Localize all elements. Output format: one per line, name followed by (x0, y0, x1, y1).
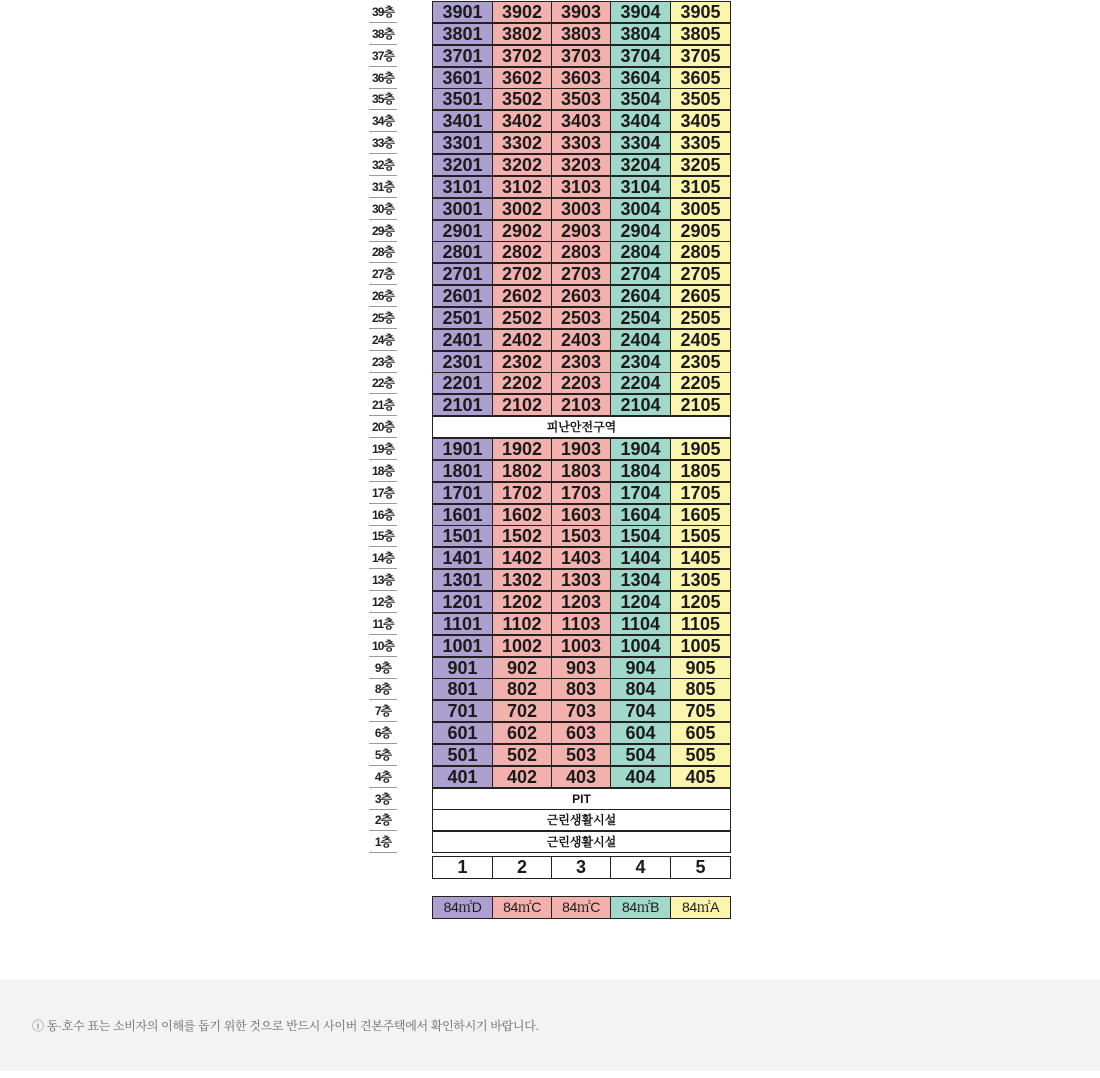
floor-row (432, 110, 731, 132)
unit-cell: 2802 (492, 241, 552, 263)
floor-label: 13층 (369, 569, 397, 591)
unit-cell: 3704 (610, 45, 671, 67)
floor-row (432, 504, 731, 526)
unit-cell: 3204 (610, 154, 671, 176)
unit-cell: 703 (551, 700, 611, 722)
floor-row (432, 591, 731, 613)
floor-label: 8층 (369, 678, 397, 700)
unit-cell: 2602 (492, 285, 552, 307)
unit-cell: 3705 (670, 45, 731, 67)
floor-label: 37층 (369, 45, 397, 67)
unit-cell: 2502 (492, 307, 552, 329)
unit-cell: 402 (492, 766, 552, 788)
unit-cell: 2801 (432, 241, 493, 263)
floor-row (432, 569, 731, 591)
unit-cell: 1704 (610, 482, 671, 504)
floor-row (432, 525, 731, 547)
unit-cell: 2104 (610, 394, 671, 416)
unit-cell: 3104 (610, 176, 671, 198)
unit-cell: 804 (610, 678, 671, 700)
unit-cell: 1801 (432, 460, 493, 482)
unit-cell: 2301 (432, 351, 493, 373)
floor-label: 18층 (369, 460, 397, 482)
unit-cell: 2705 (670, 263, 731, 285)
unit-cell: 701 (432, 700, 493, 722)
unit-type-cell: 84㎡C (492, 896, 552, 919)
unit-cell: 801 (432, 678, 493, 700)
unit-cell: 2302 (492, 351, 552, 373)
floor-row (432, 547, 731, 569)
floor-row (432, 700, 731, 722)
floor-row (432, 132, 731, 154)
floor-label: 14층 (369, 547, 397, 569)
unit-cell: 3103 (551, 176, 611, 198)
floor-label: 20층 (369, 416, 397, 438)
unit-cell: 2604 (610, 285, 671, 307)
unit-cell: 505 (670, 744, 731, 766)
unit-cell: 3703 (551, 45, 611, 67)
unit-cell: 3601 (432, 67, 493, 89)
unit-cell: 3903 (551, 1, 611, 23)
floor-label: 22층 (369, 372, 397, 394)
unit-cell: 3401 (432, 110, 493, 132)
unit-cell: 1303 (551, 569, 611, 591)
floor-label: 5층 (369, 744, 397, 766)
unit-cell: 704 (610, 700, 671, 722)
floor-label: 11층 (369, 613, 397, 635)
unit-cell: 1904 (610, 438, 671, 460)
floor-label: 39층 (369, 1, 397, 23)
unit-cell: 604 (610, 722, 671, 744)
unit-cell: 802 (492, 678, 552, 700)
unit-cell: 1504 (610, 525, 671, 547)
floor-row (432, 788, 731, 810)
unit-cell: 3603 (551, 67, 611, 89)
line-number-cell: 1 (432, 856, 493, 879)
unit-cell: 2403 (551, 329, 611, 351)
unit-cell: 3202 (492, 154, 552, 176)
floor-row (432, 67, 731, 89)
unit-cell: 803 (551, 678, 611, 700)
floor-row (432, 482, 731, 504)
unit-cell: 3105 (670, 176, 731, 198)
unit-cell: 2501 (432, 307, 493, 329)
floor-row (432, 416, 731, 438)
unit-cell: 3701 (432, 45, 493, 67)
unit-cell: 1101 (432, 613, 493, 635)
unit-cell: 904 (610, 657, 671, 679)
floor-row (432, 329, 731, 351)
unit-type-cell: 84㎡A (670, 896, 731, 919)
unit-cell: 2402 (492, 329, 552, 351)
unit-cell: 503 (551, 744, 611, 766)
floor-label: 32층 (369, 154, 397, 176)
floor-row (432, 635, 731, 657)
unit-cell: 3403 (551, 110, 611, 132)
floor-row (432, 831, 731, 853)
unit-cell: 705 (670, 700, 731, 722)
floor-label: 17층 (369, 482, 397, 504)
unit-cell: 1602 (492, 504, 552, 526)
unit-cell: 2205 (670, 372, 731, 394)
floor-label: 16층 (369, 504, 397, 526)
floor-label: 31층 (369, 176, 397, 198)
floor-label: 34층 (369, 110, 397, 132)
unit-cell: 501 (432, 744, 493, 766)
unit-cell: 2101 (432, 394, 493, 416)
unit-cell: 1601 (432, 504, 493, 526)
unit-cell: 3905 (670, 1, 731, 23)
unit-cell: 1104 (610, 613, 671, 635)
unit-cell: 1302 (492, 569, 552, 591)
unit-cell: 2702 (492, 263, 552, 285)
unit-cell: 3504 (610, 88, 671, 110)
unit-cell: 3201 (432, 154, 493, 176)
unit-cell: 3205 (670, 154, 731, 176)
unit-cell: 602 (492, 722, 552, 744)
floor-span-cell: 근린생활시설 (432, 809, 731, 831)
floor-row (432, 198, 731, 220)
unit-cell: 1505 (670, 525, 731, 547)
unit-cell: 3804 (610, 23, 671, 45)
floor-row (432, 220, 731, 242)
unit-cell: 2805 (670, 241, 731, 263)
floor-row (432, 372, 731, 394)
unit-cell: 1003 (551, 635, 611, 657)
unit-cell: 1404 (610, 547, 671, 569)
unit-cell: 3302 (492, 132, 552, 154)
floor-row (432, 1, 731, 23)
unit-cell: 1004 (610, 635, 671, 657)
unit-cell: 1403 (551, 547, 611, 569)
unit-cell: 1203 (551, 591, 611, 613)
floor-row (432, 241, 731, 263)
unit-type-cell: 84㎡C (551, 896, 611, 919)
unit-cell: 403 (551, 766, 611, 788)
unit-cell: 2401 (432, 329, 493, 351)
unit-cell: 2701 (432, 263, 493, 285)
floor-row (432, 460, 731, 482)
floor-span-cell: 피난안전구역 (432, 416, 731, 438)
unit-cell: 502 (492, 744, 552, 766)
unit-cell: 2904 (610, 220, 671, 242)
unit-cell: 3605 (670, 67, 731, 89)
unit-cell: 3203 (551, 154, 611, 176)
unit-cell: 2905 (670, 220, 731, 242)
floor-row (432, 263, 731, 285)
unit-cell: 2603 (551, 285, 611, 307)
unit-cell: 1102 (492, 613, 552, 635)
unit-cell: 1803 (551, 460, 611, 482)
unit-cell: 3802 (492, 23, 552, 45)
unit-cell: 1804 (610, 460, 671, 482)
unit-cell: 2901 (432, 220, 493, 242)
line-number-row (432, 856, 731, 879)
floor-row (432, 23, 731, 45)
unit-cell: 3602 (492, 67, 552, 89)
unit-cell: 1201 (432, 591, 493, 613)
unit-cell: 2803 (551, 241, 611, 263)
unit-cell: 1305 (670, 569, 731, 591)
unit-cell: 1604 (610, 504, 671, 526)
unit-cell: 2404 (610, 329, 671, 351)
floor-label: 10층 (369, 635, 397, 657)
line-number-cell: 2 (492, 856, 552, 879)
unit-cell: 605 (670, 722, 731, 744)
floor-row (432, 285, 731, 307)
unit-cell: 1202 (492, 591, 552, 613)
floor-label: 33층 (369, 132, 397, 154)
floor-label: 9층 (369, 657, 397, 679)
unit-cell: 2201 (432, 372, 493, 394)
floor-row (432, 722, 731, 744)
floor-label: 29층 (369, 220, 397, 242)
unit-cell: 2601 (432, 285, 493, 307)
unit-cell: 902 (492, 657, 552, 679)
unit-cell: 1605 (670, 504, 731, 526)
floor-label: 26층 (369, 285, 397, 307)
floor-row (432, 613, 731, 635)
unit-cell: 1204 (610, 591, 671, 613)
unit-cell: 3702 (492, 45, 552, 67)
floor-label: 23층 (369, 351, 397, 373)
unit-cell: 3803 (551, 23, 611, 45)
floor-label: 28층 (369, 241, 397, 263)
unit-cell: 3404 (610, 110, 671, 132)
unit-cell: 1805 (670, 460, 731, 482)
unit-cell: 2903 (551, 220, 611, 242)
unit-cell: 2605 (670, 285, 731, 307)
unit-cell: 3503 (551, 88, 611, 110)
unit-cell: 1703 (551, 482, 611, 504)
floor-label: 2층 (369, 809, 397, 831)
unit-cell: 1701 (432, 482, 493, 504)
line-number-cell: 4 (610, 856, 671, 879)
unit-type-legend (432, 896, 731, 919)
floor-row (432, 307, 731, 329)
floor-row (432, 438, 731, 460)
unit-cell: 2703 (551, 263, 611, 285)
unit-cell: 2704 (610, 263, 671, 285)
unit-cell: 2203 (551, 372, 611, 394)
unit-cell: 3502 (492, 88, 552, 110)
unit-cell: 903 (551, 657, 611, 679)
unit-cell: 702 (492, 700, 552, 722)
unit-cell: 1501 (432, 525, 493, 547)
unit-cell: 1802 (492, 460, 552, 482)
unit-cell: 3505 (670, 88, 731, 110)
floor-row (432, 154, 731, 176)
unit-cell: 1901 (432, 438, 493, 460)
floor-label: 1층 (369, 831, 397, 853)
unit-cell: 3303 (551, 132, 611, 154)
unit-cell: 401 (432, 766, 493, 788)
unit-cell: 1705 (670, 482, 731, 504)
line-number-cell: 5 (670, 856, 731, 879)
disclaimer-note: ⓘ 동·호수 표는 소비자의 이해를 돕기 위한 것으로 반드시 사이버 견본주택에서 확인하시기 바랍니다. (32, 1019, 539, 1033)
unit-cell: 2304 (610, 351, 671, 373)
floor-row (432, 678, 731, 700)
floor-row (432, 766, 731, 788)
unit-cell: 504 (610, 744, 671, 766)
unit-type-cell: 84㎡B (610, 896, 671, 919)
unit-cell: 1304 (610, 569, 671, 591)
unit-cell: 3102 (492, 176, 552, 198)
unit-cell: 1401 (432, 547, 493, 569)
unit-cell: 1503 (551, 525, 611, 547)
floor-label: 27층 (369, 263, 397, 285)
unit-cell: 3402 (492, 110, 552, 132)
floor-label: 12층 (369, 591, 397, 613)
unit-cell: 3904 (610, 1, 671, 23)
unit-cell: 3501 (432, 88, 493, 110)
floor-label: 38층 (369, 23, 397, 45)
floor-label: 24층 (369, 329, 397, 351)
floor-row (432, 657, 731, 679)
unit-cell: 2504 (610, 307, 671, 329)
unit-cell: 1905 (670, 438, 731, 460)
floor-row (432, 809, 731, 831)
floor-label: 30층 (369, 198, 397, 220)
unit-cell: 3005 (670, 198, 731, 220)
unit-cell: 1001 (432, 635, 493, 657)
unit-cell: 3405 (670, 110, 731, 132)
unit-cell: 603 (551, 722, 611, 744)
unit-cell: 2305 (670, 351, 731, 373)
floor-row (432, 45, 731, 67)
floor-row (432, 744, 731, 766)
unit-cell: 1105 (670, 613, 731, 635)
unit-cell: 2503 (551, 307, 611, 329)
floor-span-cell: 근린생활시설 (432, 831, 731, 853)
unit-cell: 2902 (492, 220, 552, 242)
unit-cell: 3301 (432, 132, 493, 154)
unit-type-cell: 84㎡D (432, 896, 493, 919)
floor-row (432, 88, 731, 110)
floor-label: 36층 (369, 67, 397, 89)
unit-cell: 2405 (670, 329, 731, 351)
unit-cell: 1301 (432, 569, 493, 591)
unit-cell: 1903 (551, 438, 611, 460)
unit-cell: 3902 (492, 1, 552, 23)
unit-cell: 1902 (492, 438, 552, 460)
unit-cell: 905 (670, 657, 731, 679)
floor-span-cell: PIT (432, 788, 731, 810)
unit-cell: 1603 (551, 504, 611, 526)
unit-cell: 2303 (551, 351, 611, 373)
floor-label: 21층 (369, 394, 397, 416)
unit-cell: 1002 (492, 635, 552, 657)
floor-row (432, 394, 731, 416)
unit-cell: 3801 (432, 23, 493, 45)
unit-cell: 2103 (551, 394, 611, 416)
unit-cell: 1702 (492, 482, 552, 504)
floor-label: 6층 (369, 722, 397, 744)
unit-cell: 901 (432, 657, 493, 679)
unit-cell: 2202 (492, 372, 552, 394)
unit-cell: 2105 (670, 394, 731, 416)
unit-cell: 3101 (432, 176, 493, 198)
floor-label: 3층 (369, 788, 397, 810)
unit-cell: 405 (670, 766, 731, 788)
unit-cell: 2505 (670, 307, 731, 329)
line-number-cell: 3 (551, 856, 611, 879)
floor-label: 7층 (369, 700, 397, 722)
unit-cell: 601 (432, 722, 493, 744)
unit-cell: 1502 (492, 525, 552, 547)
floor-label: 4층 (369, 766, 397, 788)
unit-cell: 3004 (610, 198, 671, 220)
unit-cell: 1405 (670, 547, 731, 569)
unit-cell: 3305 (670, 132, 731, 154)
unit-cell: 1005 (670, 635, 731, 657)
floor-row (432, 351, 731, 373)
floor-label: 15층 (369, 525, 397, 547)
floor-label: 35층 (369, 88, 397, 110)
unit-cell: 2102 (492, 394, 552, 416)
unit-cell: 3003 (551, 198, 611, 220)
unit-cell: 3304 (610, 132, 671, 154)
unit-cell: 1402 (492, 547, 552, 569)
unit-cell: 1205 (670, 591, 731, 613)
unit-cell: 2804 (610, 241, 671, 263)
floor-row (432, 176, 731, 198)
unit-cell: 3805 (670, 23, 731, 45)
footer (0, 979, 1100, 1071)
floor-label: 19층 (369, 438, 397, 460)
unit-cell: 1103 (551, 613, 611, 635)
unit-cell: 805 (670, 678, 731, 700)
unit-cell: 3604 (610, 67, 671, 89)
unit-cell: 404 (610, 766, 671, 788)
unit-cell: 3001 (432, 198, 493, 220)
unit-cell: 3002 (492, 198, 552, 220)
unit-cell: 2204 (610, 372, 671, 394)
unit-cell: 3901 (432, 1, 493, 23)
floor-label: 25층 (369, 307, 397, 329)
